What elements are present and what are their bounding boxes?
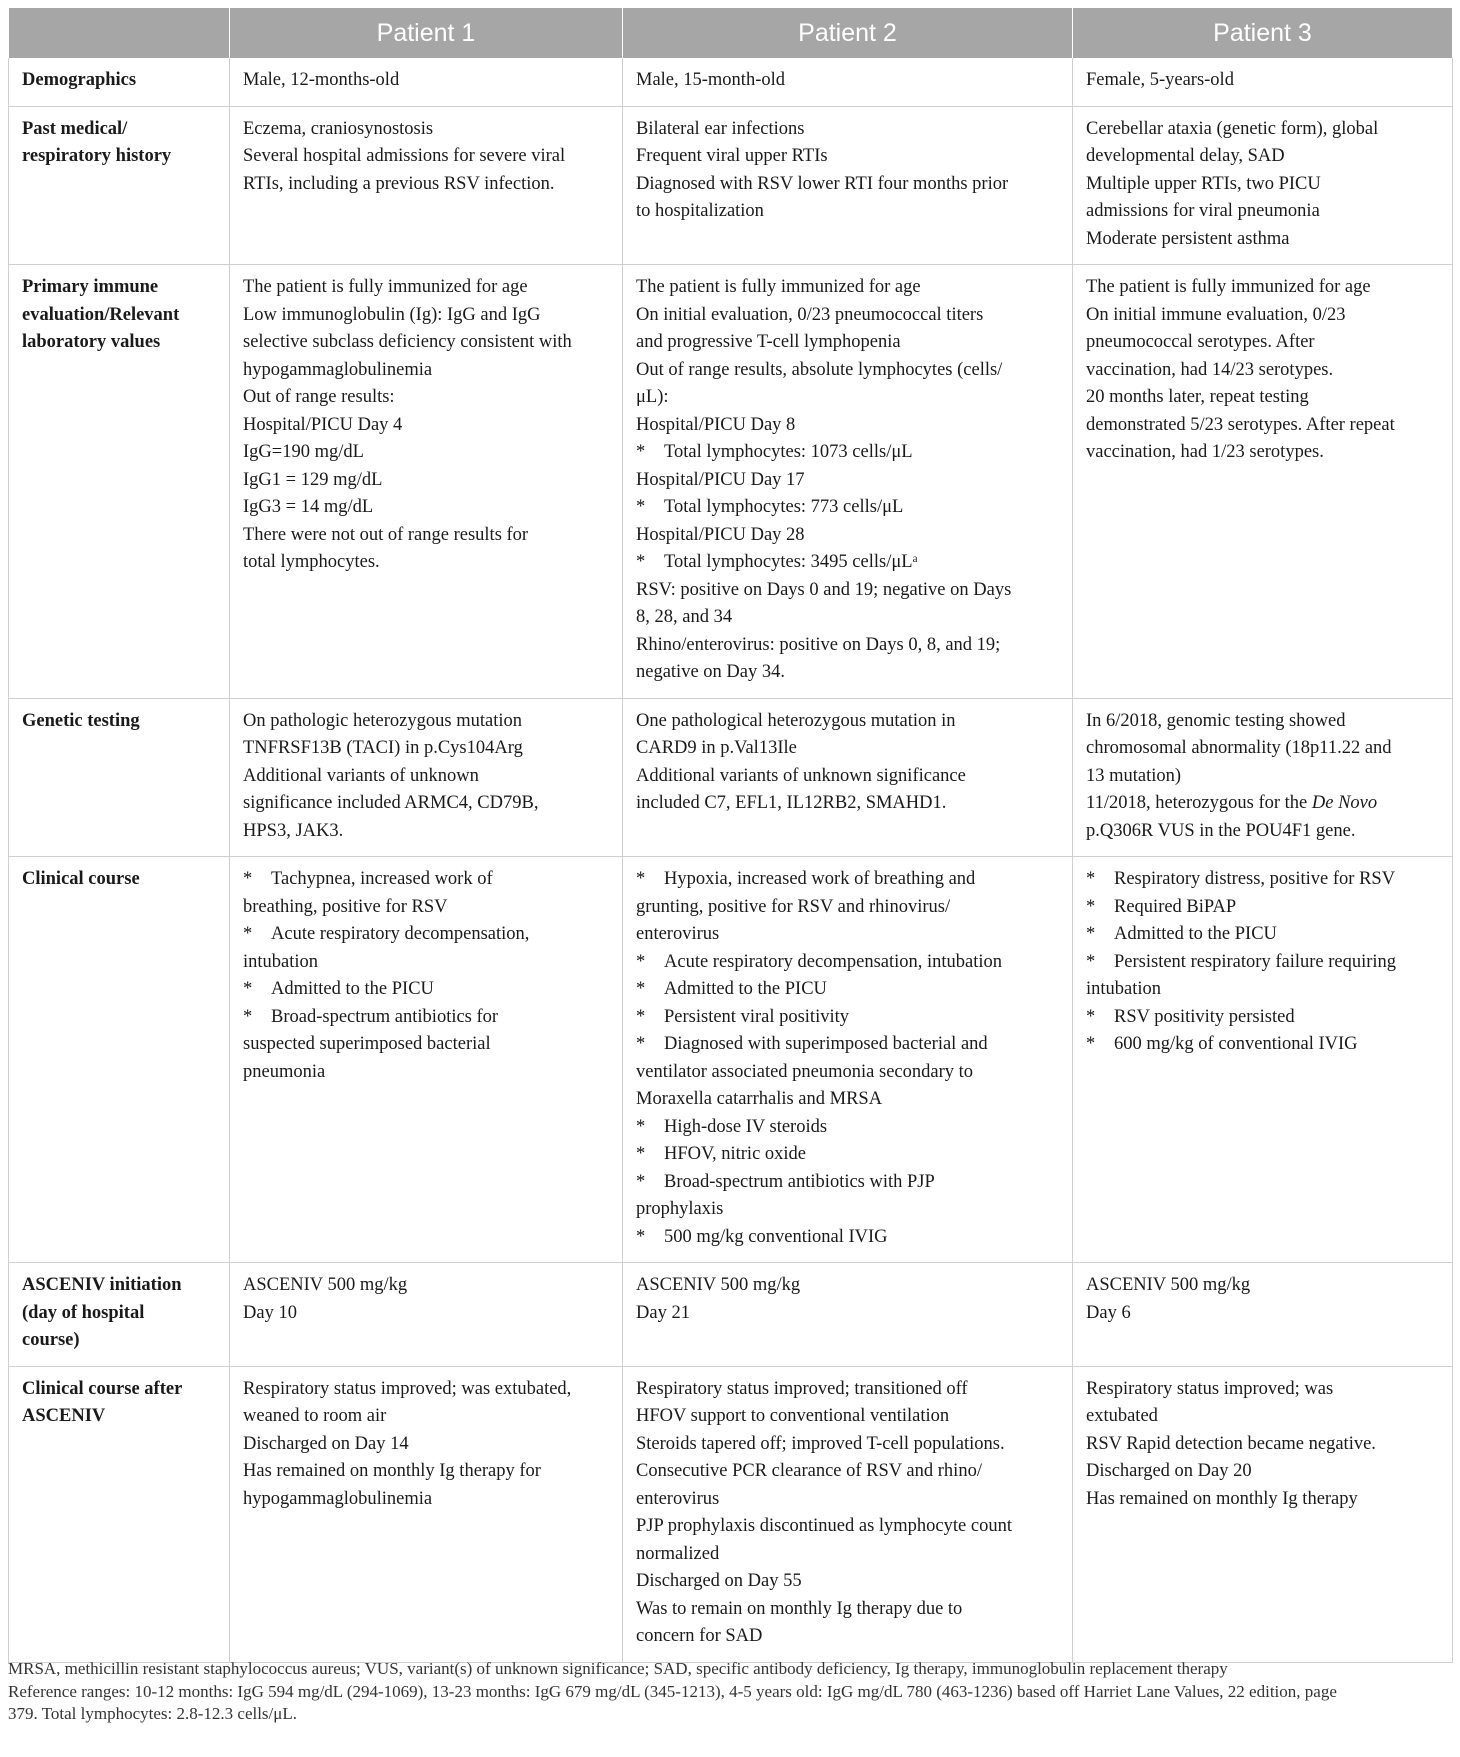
cell-line: concern for SAD — [636, 1626, 763, 1646]
cell-line: HFOV support to conventional ventilation — [636, 1406, 950, 1426]
bullet-line: * Admitted to the PICU — [243, 976, 610, 1004]
table-cell-patient-1 — [230, 1366, 623, 1662]
cell-line: Rhino/enterovirus: positive on Days 0, 8, and 19; — [636, 634, 1001, 655]
row-header-line: Clinical course — [22, 869, 140, 889]
table-cell-patient-1 — [230, 58, 623, 106]
row-header-line: respiratory history — [22, 146, 172, 166]
cell-line: In 6/2018, genomic testing showed — [1086, 710, 1346, 731]
bullet-star: * — [636, 497, 646, 517]
footnote-line: Reference ranges: 10-12 months: IgG 594 mg/dL (294-1069), 13-23 months: IgG 679 mg/dL (345-1213), 4-5 years old: IgG mg/dL 780 (463-1236) based off Harriet Lane Values, 22 edition, page — [8, 1681, 1337, 1701]
cell-line: Discharged on Day 20 — [1086, 1461, 1252, 1481]
bullet-star: * — [1086, 951, 1096, 972]
cell-line: and progressive T-cell lymphopenia — [636, 332, 901, 352]
row-header — [9, 857, 230, 1263]
cell-line: 13 mutation) — [1086, 765, 1182, 786]
table-cell-patient-3 — [1073, 58, 1453, 106]
cell-line: μL): — [636, 387, 669, 407]
cell-line: Has remained on monthly Ig therapy — [1086, 1488, 1358, 1509]
cell-line: On initial evaluation, 0/23 pneumococcal titers — [636, 304, 984, 325]
cell-line: Respiratory status improved; was extubated, — [243, 1378, 572, 1399]
cell-line: enterovirus — [636, 924, 720, 944]
cell-line: Day 6 — [1086, 1302, 1131, 1323]
bullet-star: * — [636, 869, 646, 889]
cell-line: Hospital/PICU Day 28 — [636, 524, 805, 545]
bullet-star: * — [1086, 869, 1096, 889]
cell-line: breathing, positive for RSV — [243, 896, 448, 917]
cell-line: Discharged on Day 55 — [636, 1571, 802, 1591]
bullet-star: * — [636, 552, 646, 572]
row-header — [9, 1263, 230, 1367]
cell-line: admissions for viral pneumonia — [1086, 201, 1320, 221]
bullet-star: * — [636, 1034, 646, 1054]
cell-line: PJP prophylaxis discontinued as lymphocyte count — [636, 1516, 1012, 1536]
bullet-star: * — [243, 1006, 253, 1027]
table-cell-patient-1 — [230, 1263, 623, 1367]
bullet-line: * RSV positivity persisted — [1086, 1004, 1440, 1032]
row-header-line: Demographics — [22, 70, 137, 90]
cell-line: IgG3 = 14 mg/dL — [243, 497, 374, 517]
bullet-star: * — [636, 1171, 646, 1192]
bullet-line: * Admitted to the PICU — [1086, 921, 1440, 949]
cell-line: Discharged on Day 14 — [243, 1433, 409, 1454]
row-header-line: Primary immune — [22, 277, 159, 297]
cell-line: Eczema, craniosynostosis — [243, 118, 434, 139]
cell-line: Was to remain on monthly Ig therapy due to — [636, 1598, 963, 1619]
cell-line: The patient is fully immunized for age — [243, 277, 528, 297]
cell-line: demonstrated 5/23 serotypes. After repeat — [1086, 414, 1395, 435]
cell-line: included C7, EFL1, IL12RB2, SMAHD1. — [636, 793, 947, 813]
cell-line: p.Q306R VUS in the POU4F1 gene. — [1086, 820, 1356, 841]
cell-line: ventilator associated pneumonia secondary to — [636, 1061, 974, 1082]
row-header — [9, 698, 230, 857]
bullet-line: * Broad-spectrum antibiotics with PJP — [636, 1169, 1060, 1197]
cell-line: RTIs, including a previous RSV infection. — [243, 173, 555, 194]
table-cell-patient-3 — [1073, 857, 1453, 1263]
cell-line: Respiratory status improved; transitioned off — [636, 1378, 968, 1399]
cell-line: 11/2018, heterozygous for the De Novo — [1086, 793, 1378, 813]
cell-line: The patient is fully immunized for age — [1086, 277, 1371, 297]
table-cell-patient-3 — [1073, 1366, 1453, 1662]
cell-line: negative on Day 34. — [636, 662, 785, 682]
table-row — [9, 857, 1453, 1263]
cell-line: TNFRSF13B (TACI) in p.Cys104Arg — [243, 738, 523, 758]
cell-line: intubation — [1086, 979, 1162, 999]
cell-line: CARD9 in p.Val13Ile — [636, 738, 797, 758]
cell-line: Low immunoglobulin (Ig): IgG and IgG — [243, 304, 541, 325]
cell-line: Out of range results, absolute lymphocytes (cells/ — [636, 359, 1003, 380]
table-cell-patient-2 — [623, 857, 1073, 1263]
bullet-line: * Total lymphocytes: 773 cells/μL — [636, 494, 1060, 522]
patient-table — [8, 8, 1453, 1663]
bullet-star: * — [636, 951, 646, 972]
cell-line: The patient is fully immunized for age — [636, 277, 921, 297]
bullet-star: * — [636, 442, 646, 462]
cell-line: RSV Rapid detection became negative. — [1086, 1433, 1376, 1454]
cell-line: Additional variants of unknown — [243, 765, 479, 786]
cell-line: One pathological heterozygous mutation in — [636, 710, 956, 731]
bullet-line: * 600 mg/kg of conventional IVIG — [1086, 1031, 1440, 1059]
cell-line: Day 21 — [636, 1302, 690, 1323]
cell-line: Several hospital admissions for severe viral — [243, 146, 566, 166]
bullet-line: * High-dose IV steroids — [636, 1114, 1060, 1142]
table-cell-patient-1 — [230, 698, 623, 857]
bullet-line: * Acute respiratory decompensation, intubation — [636, 949, 1060, 977]
bullet-star: * — [243, 924, 253, 944]
cell-line: There were not out of range results for — [243, 524, 529, 545]
table-cell-patient-2 — [623, 1263, 1073, 1367]
table-row — [9, 698, 1453, 857]
table-cell-patient-3 — [1073, 106, 1453, 265]
bullet-star: * — [636, 1006, 646, 1027]
cell-line: intubation — [243, 951, 319, 972]
cell-line: extubated — [1086, 1406, 1158, 1426]
bullet-line: * Tachypnea, increased work of — [243, 866, 610, 894]
bullet-star: * — [636, 979, 646, 999]
bullet-line: * Respiratory distress, positive for RSV — [1086, 866, 1440, 894]
table-cell-patient-3 — [1073, 265, 1453, 699]
cell-line: hypogammaglobulinemia — [243, 1488, 433, 1509]
cell-line: Female, 5-years-old — [1086, 70, 1234, 90]
table-cell-patient-1 — [230, 857, 623, 1263]
table-cell-patient-2 — [623, 1366, 1073, 1662]
italic-term: De Novo — [1311, 793, 1378, 813]
cell-line: Out of range results: — [243, 387, 395, 407]
bullet-star: * — [243, 979, 253, 999]
cell-line: developmental delay, SAD — [1086, 146, 1285, 166]
row-header-line: laboratory values — [22, 332, 161, 352]
bullet-line: * Total lymphocytes: 1073 cells/μL — [636, 439, 1060, 467]
bullet-line: * Persistent viral positivity — [636, 1004, 1060, 1032]
bullet-star: * — [243, 869, 253, 889]
cell-line: On initial immune evaluation, 0/23 — [1086, 304, 1346, 325]
header-row — [9, 8, 1453, 58]
table-cell-patient-1 — [230, 106, 623, 265]
footnote-line: 379. Total lymphocytes: 2.8-12.3 cells/μL. — [8, 1704, 298, 1723]
header-patient-3: Patient 3 — [1073, 8, 1453, 58]
row-header — [9, 106, 230, 265]
cell-line: Hospital/PICU Day 8 — [636, 414, 796, 435]
cell-line: pneumonia — [243, 1061, 326, 1082]
cell-line: significance included ARMC4, CD79B, — [243, 793, 539, 813]
bullet-star: * — [636, 1226, 646, 1247]
cell-line: normalized — [636, 1543, 720, 1564]
row-header-line: Genetic testing — [22, 710, 140, 731]
cell-line: RSV: positive on Days 0 and 19; negative on Days — [636, 579, 1012, 600]
bullet-line: * Required BiPAP — [1086, 894, 1440, 922]
bullet-line: * Total lymphocytes: 3495 cells/μLᵃ — [636, 549, 1060, 577]
row-header-line: Clinical course after — [22, 1378, 183, 1399]
cell-line: IgG1 = 129 mg/dL — [243, 469, 383, 490]
bullet-line: * 500 mg/kg conventional IVIG — [636, 1224, 1060, 1252]
cell-line: On pathologic heterozygous mutation — [243, 710, 522, 731]
cell-line: enterovirus — [636, 1488, 720, 1509]
table-cell-patient-2 — [623, 265, 1073, 699]
row-header — [9, 1366, 230, 1662]
table-cell-patient-2 — [623, 106, 1073, 265]
row-header-line: ASCENIV — [22, 1406, 106, 1426]
cell-line: vaccination, had 1/23 serotypes. — [1086, 442, 1324, 462]
cell-line: Steroids tapered off; improved T-cell populations. — [636, 1433, 1005, 1454]
row-header-line: ASCENIV initiation — [22, 1275, 182, 1295]
table-cell-patient-3 — [1073, 698, 1453, 857]
cell-line: selective subclass deficiency consistent with — [243, 332, 572, 352]
bullet-line: * Acute respiratory decompensation, — [243, 921, 610, 949]
bullet-line: * Admitted to the PICU — [636, 976, 1060, 1004]
cell-line: Male, 12-months-old — [243, 70, 400, 90]
cell-line: ASCENIV 500 mg/kg — [1086, 1275, 1251, 1295]
row-header-line: course) — [22, 1330, 80, 1350]
cell-line: Frequent viral upper RTIs — [636, 146, 828, 166]
cell-line: Has remained on monthly Ig therapy for — [243, 1461, 541, 1481]
bullet-line: * Persistent respiratory failure requiring — [1086, 949, 1440, 977]
cell-line: Consecutive PCR clearance of RSV and rhino/ — [636, 1461, 982, 1481]
bullet-line: * Hypoxia, increased work of breathing and — [636, 866, 1060, 894]
cell-line: hypogammaglobulinemia — [243, 359, 433, 380]
footnotes — [8, 1658, 1452, 1726]
cell-line: Moraxella catarrhalis and MRSA — [636, 1089, 883, 1109]
table-row — [9, 58, 1453, 106]
footnote-line: MRSA, methicillin resistant staphylococcus aureus; VUS, variant(s) of unknown significance; SAD, specific antibody deficiency, Ig therapy, immunoglobulin replacement therapy — [8, 1659, 1228, 1678]
cell-line: IgG=190 mg/dL — [243, 442, 364, 462]
cell-line: HPS3, JAK3. — [243, 820, 344, 841]
cell-line: Bilateral ear infections — [636, 118, 805, 139]
header-patient-1: Patient 1 — [230, 8, 623, 58]
cell-line: chromosomal abnormality (18p11.22 and — [1086, 738, 1392, 758]
row-header — [9, 58, 230, 106]
bullet-star: * — [636, 1144, 646, 1164]
cell-line: 20 months later, repeat testing — [1086, 387, 1309, 407]
cell-line: ASCENIV 500 mg/kg — [636, 1275, 801, 1295]
cell-line: Day 10 — [243, 1302, 297, 1323]
cell-line: vaccination, had 14/23 serotypes. — [1086, 359, 1334, 380]
bullet-star: * — [1086, 896, 1096, 917]
cell-line: 8, 28, and 34 — [636, 607, 733, 627]
bullet-star: * — [1086, 1006, 1096, 1027]
cell-line: Hospital/PICU Day 4 — [243, 414, 403, 435]
cell-line: prophylaxis — [636, 1199, 724, 1219]
header-patient-2: Patient 2 — [623, 8, 1073, 58]
row-header-line: (day of hospital — [22, 1302, 145, 1323]
bullet-star: * — [636, 1116, 646, 1137]
cell-line: Diagnosed with RSV lower RTI four months prior — [636, 173, 1009, 194]
bullet-line: * Broad-spectrum antibiotics for — [243, 1004, 610, 1032]
row-header-line: evaluation/Relevant — [22, 304, 180, 325]
table-row — [9, 1366, 1453, 1662]
cell-line: Additional variants of unknown significance — [636, 765, 966, 786]
cell-line: total lymphocytes. — [243, 552, 380, 572]
row-header — [9, 265, 230, 699]
bullet-line: * HFOV, nitric oxide — [636, 1141, 1060, 1169]
cell-line: Multiple upper RTIs, two PICU — [1086, 173, 1321, 194]
row-header-line: Past medical/ — [22, 118, 128, 139]
cell-line: Hospital/PICU Day 17 — [636, 469, 805, 490]
table-cell-patient-3 — [1073, 1263, 1453, 1367]
table-cell-patient-2 — [623, 58, 1073, 106]
table-row — [9, 265, 1453, 699]
table-cell-patient-1 — [230, 265, 623, 699]
cell-line: pneumococcal serotypes. After — [1086, 332, 1315, 352]
cell-line: grunting, positive for RSV and rhinovirus/ — [636, 896, 951, 917]
cell-line: Male, 15-month-old — [636, 70, 786, 90]
cell-line: Cerebellar ataxia (genetic form), global — [1086, 118, 1379, 139]
cell-line: Respiratory status improved; was — [1086, 1378, 1334, 1399]
cell-line: ASCENIV 500 mg/kg — [243, 1275, 408, 1295]
table-row — [9, 106, 1453, 265]
bullet-line: * Diagnosed with superimposed bacterial and — [636, 1031, 1060, 1059]
cell-line: Moderate persistent asthma — [1086, 228, 1290, 249]
cell-line: weaned to room air — [243, 1406, 387, 1426]
table-cell-patient-2 — [623, 698, 1073, 857]
table-container — [8, 8, 1452, 1663]
header-corner — [9, 8, 230, 58]
table-row — [9, 1263, 1453, 1367]
bullet-star: * — [1086, 924, 1096, 944]
bullet-star: * — [1086, 1034, 1096, 1054]
cell-line: to hospitalization — [636, 201, 764, 221]
cell-line: suspected superimposed bacterial — [243, 1034, 491, 1054]
